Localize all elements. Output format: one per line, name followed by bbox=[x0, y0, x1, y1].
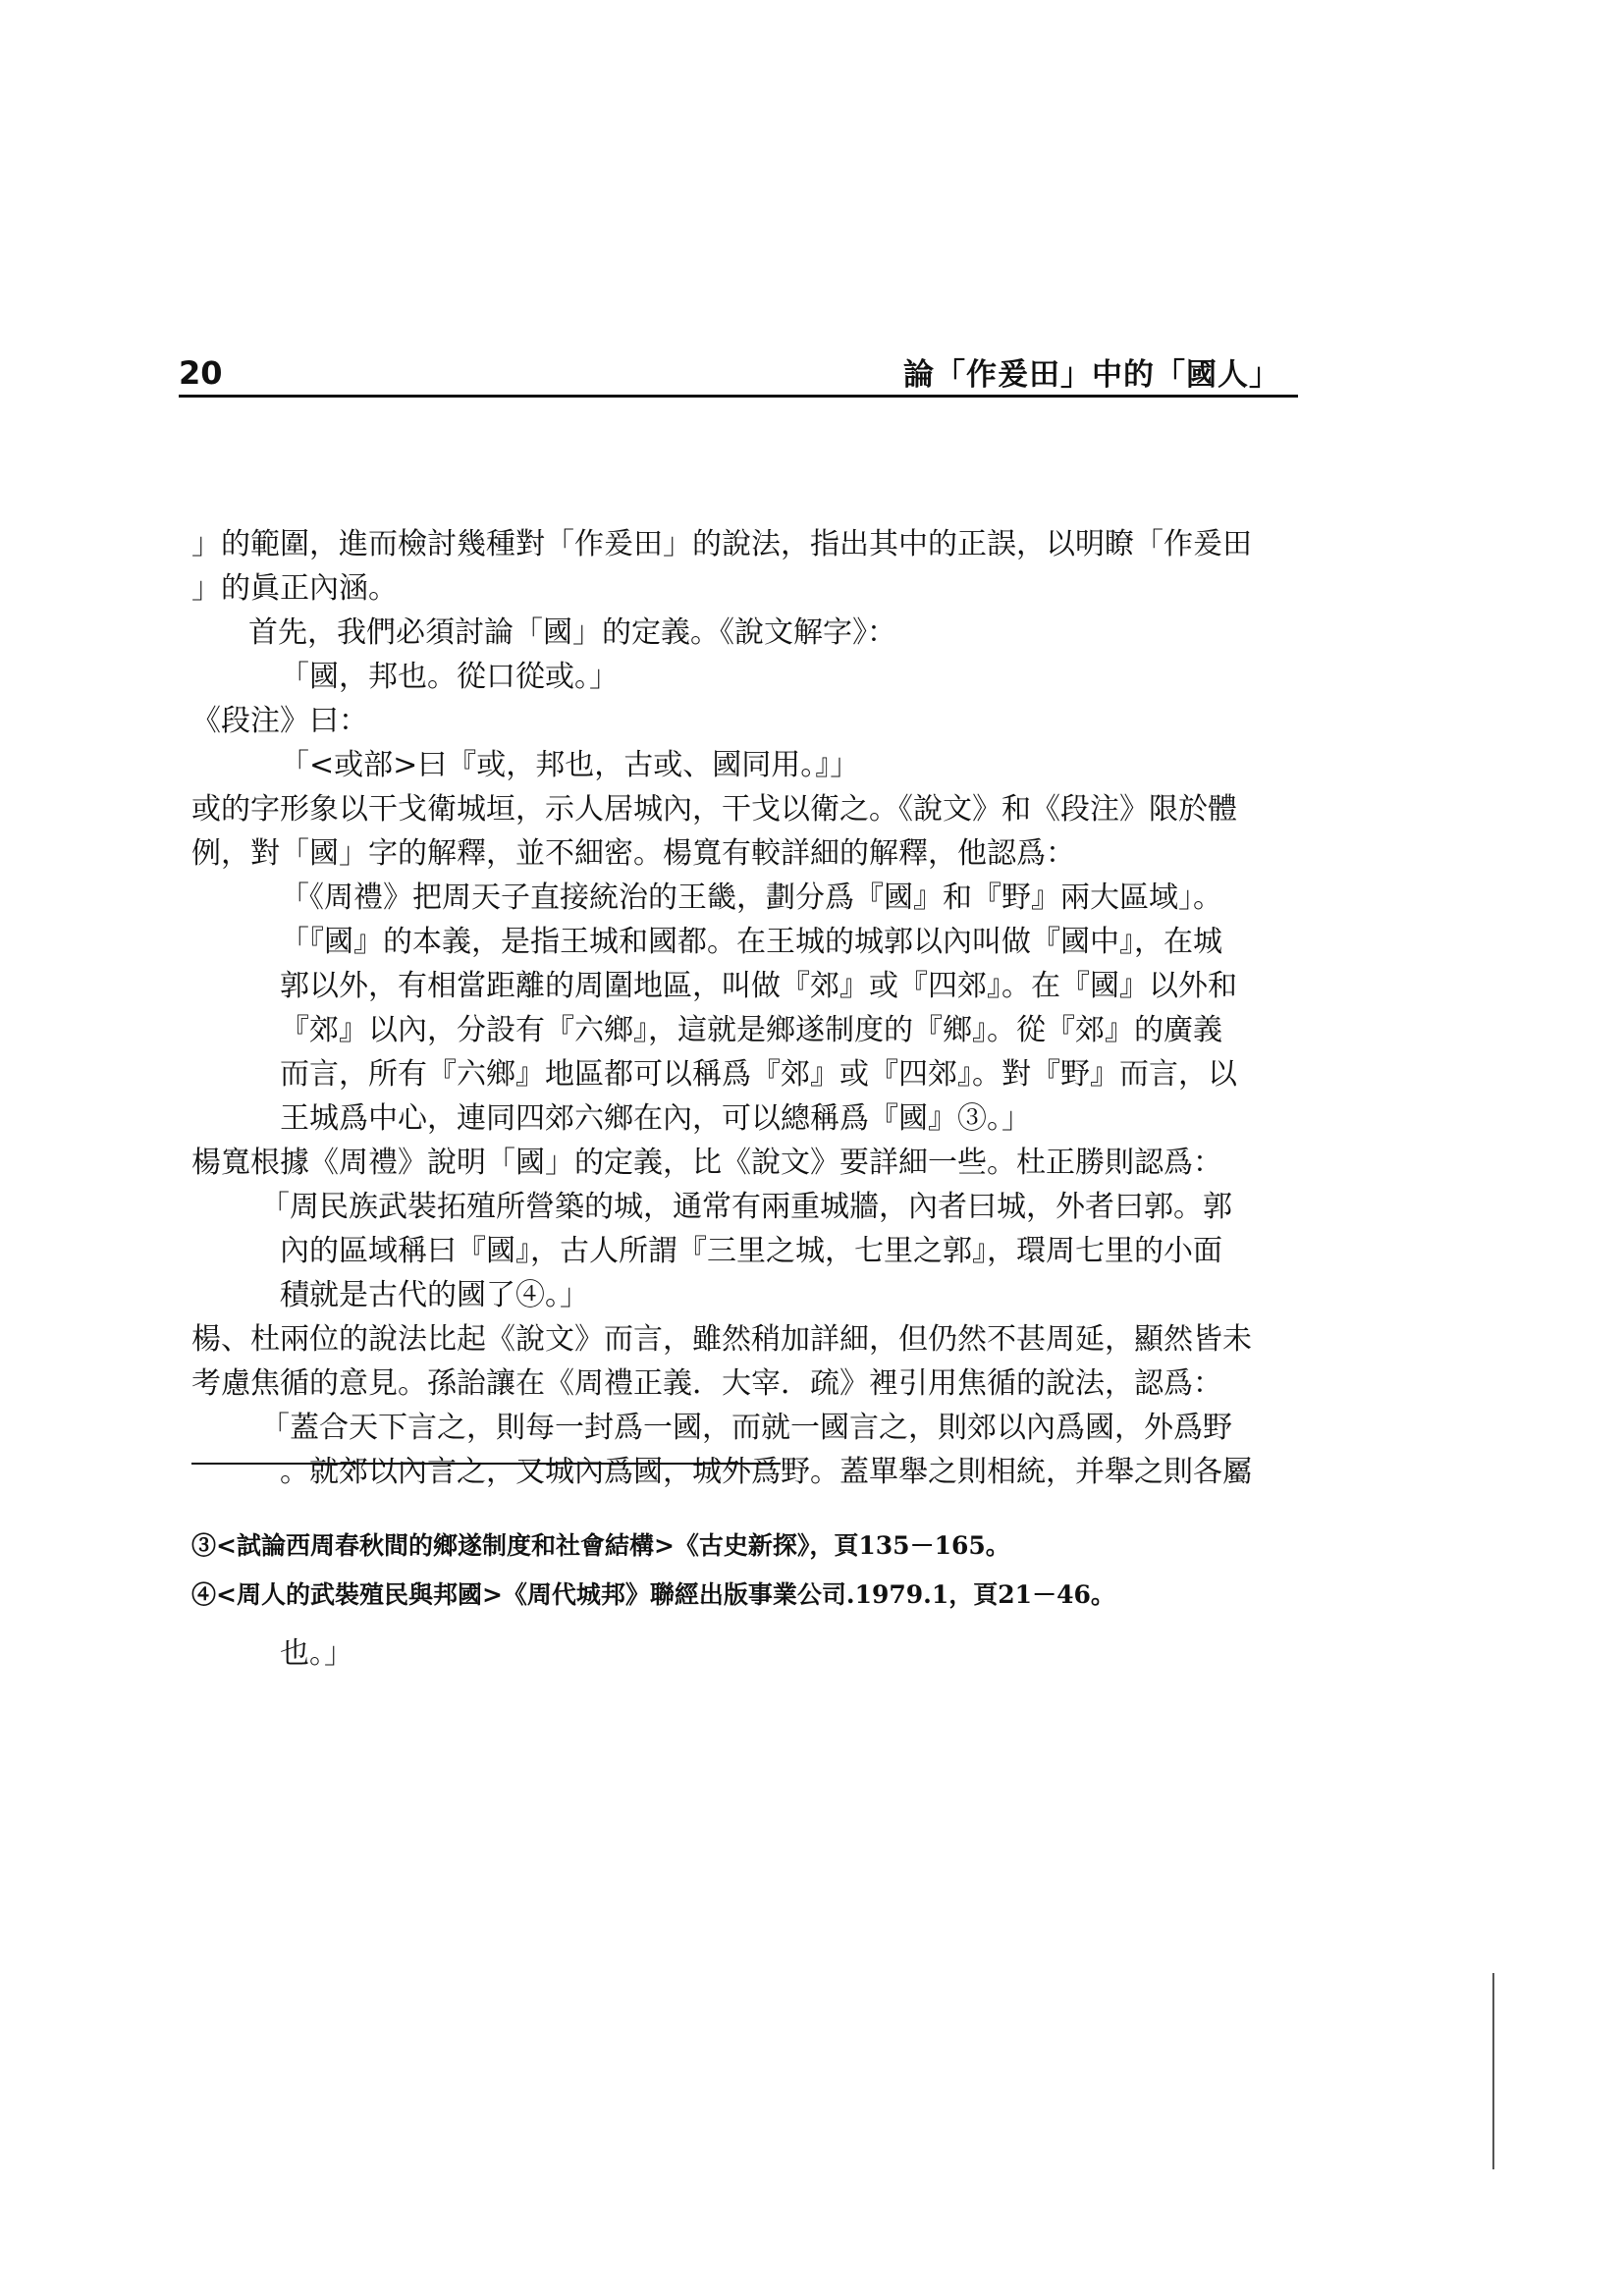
footnote-4: ④<周人的武裝殖民與邦國>《周代城邦》聯經出版事業公司.1979.1，頁21－46。 bbox=[191, 1580, 1115, 1609]
running-title: 論「作爰田」中的「國人」 bbox=[903, 357, 1280, 393]
body-line: 而言，所有『六鄉』地區都可以稱爲『郊』或『四郊』。對『野』而言，以 bbox=[280, 1057, 1237, 1092]
body-text bbox=[191, 522, 1272, 1494]
body-line: 例，對「國」字的解釋，並不細密。楊寬有較詳細的解釋，他認爲： bbox=[191, 836, 1075, 871]
body-line: 「<或部>曰『或，邦也，古或、國同用。』」 bbox=[280, 748, 860, 782]
body-line: 或的字形象以干戈衛城垣，示人居城內，干戈以衛之。《說文》和《段注》限於體 bbox=[191, 792, 1237, 827]
body-line: 「《周禮》把周天子直接統治的王畿，劃分爲『國』和『野』兩大區域」。 bbox=[280, 881, 1222, 915]
body-line: 內的區域稱曰『國』，古人所謂『三里之城，七里之郭』，環周七里的小面 bbox=[280, 1234, 1222, 1268]
body-line: 積就是古代的國了④。」 bbox=[280, 1278, 589, 1312]
body-line: 《段注》曰： bbox=[191, 704, 368, 738]
trailing-text: 也。」 bbox=[280, 1636, 353, 1671]
body-line: 郭以外，有相當距離的周圍地區，叫做『郊』或『四郊』。在『國』以外和 bbox=[280, 969, 1237, 1003]
body-line: 楊、杜兩位的說法比起《說文》而言，雖然稍加詳細，但仍然不甚周延，顯然皆未 bbox=[191, 1322, 1252, 1357]
body-line: 王城爲中心，連同四郊六鄉在內，可以總稱爲『國』③。」 bbox=[280, 1101, 1031, 1136]
body-line: 」的範圍，進而檢討幾種對「作爰田」的說法，指出其中的正誤，以明瞭「作爰田 bbox=[191, 527, 1252, 561]
header-rule bbox=[179, 395, 1298, 398]
body-line: 考慮焦循的意見。孫詒讓在《周禮正義．大宰．疏》裡引用焦循的說法，認爲： bbox=[191, 1366, 1222, 1401]
footnote-3: ③<試論西周春秋間的鄉遂制度和社會結構>《古史新探》，頁135－165。 bbox=[191, 1531, 1010, 1560]
body-line: 」的眞正內涵。 bbox=[191, 571, 398, 606]
body-line: 「周民族武裝拓殖所營築的城，通常有兩重城牆，內者曰城，外者曰郭。郭 bbox=[260, 1190, 1232, 1224]
page-number: 20 bbox=[179, 354, 223, 392]
body-line: 首先，我們必須討論「國」的定義。《說文解字》： bbox=[248, 615, 896, 650]
body-line: 。就郊以內言之，又城內爲國，城外爲野。蓋單舉之則相統，并舉之則各屬 bbox=[280, 1455, 1252, 1489]
scan-margin-mark bbox=[1492, 1973, 1494, 2169]
body-line: 「『國』的本義，是指王城和國都。在王城的城郭以內叫做『國中』，在城 bbox=[280, 925, 1222, 959]
footnote-rule bbox=[191, 1463, 781, 1465]
body-line: 「蓋合天下言之，則每一封爲一國，而就一國言之，則郊以內爲國，外爲野 bbox=[260, 1411, 1232, 1445]
body-line: 「國，邦也。從口從或。」 bbox=[280, 660, 619, 694]
body-line: 『郊』以內，分設有『六鄉』，這就是鄉遂制度的『鄉』。從『郊』的廣義 bbox=[280, 1013, 1222, 1047]
body-line: 楊寬根據《周禮》說明「國」的定義，比《說文》要詳細一些。杜正勝則認爲： bbox=[191, 1146, 1222, 1180]
footnotes bbox=[191, 1522, 1272, 1620]
